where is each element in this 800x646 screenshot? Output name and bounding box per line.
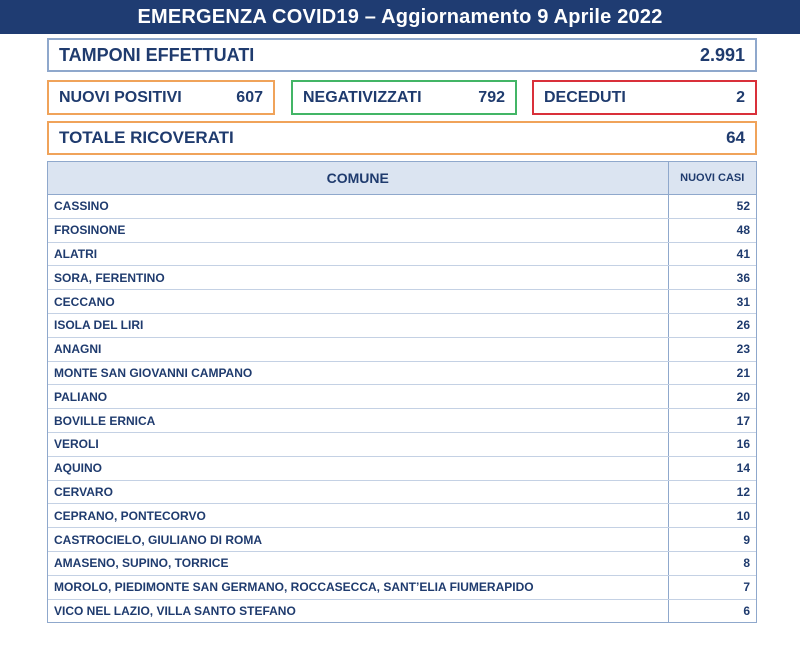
comune-cell: ISOLA DEL LIRI bbox=[48, 313, 668, 337]
table-row bbox=[48, 266, 756, 290]
table-row bbox=[48, 337, 756, 361]
negativizzati-label: NEGATIVIZZATI bbox=[303, 88, 422, 106]
comune-cell: CERVARO bbox=[48, 480, 668, 504]
nuovi-casi-cell: 10 bbox=[668, 504, 756, 528]
negativizzati-value: 792 bbox=[478, 88, 505, 106]
ricoverati-label: TOTALE RICOVERATI bbox=[59, 128, 234, 147]
comune-cell: ANAGNI bbox=[48, 337, 668, 361]
comune-cell: AQUINO bbox=[48, 456, 668, 480]
table-row bbox=[48, 313, 756, 337]
ricoverati-box bbox=[47, 121, 757, 155]
deceduti-value: 2 bbox=[736, 88, 745, 106]
table-row bbox=[48, 385, 756, 409]
column-header-nuovi-casi: NUOVI CASI bbox=[668, 162, 756, 195]
ricoverati-value: 64 bbox=[726, 128, 745, 147]
nuovi-casi-cell: 12 bbox=[668, 480, 756, 504]
table-row bbox=[48, 242, 756, 266]
nuovi-casi-cell: 21 bbox=[668, 361, 756, 385]
nuovi-casi-cell: 20 bbox=[668, 385, 756, 409]
comune-cell: VEROLI bbox=[48, 432, 668, 456]
column-header-comune: COMUNE bbox=[48, 162, 668, 195]
table-row bbox=[48, 575, 756, 599]
nuovi-casi-cell: 31 bbox=[668, 290, 756, 314]
table-row bbox=[48, 409, 756, 433]
table-row bbox=[48, 361, 756, 385]
positivi-label: NUOVI POSITIVI bbox=[59, 88, 182, 106]
nuovi-casi-cell: 48 bbox=[668, 218, 756, 242]
nuovi-casi-cell: 36 bbox=[668, 266, 756, 290]
table-row bbox=[48, 290, 756, 314]
table-row bbox=[48, 195, 756, 219]
nuovi-casi-cell: 7 bbox=[668, 575, 756, 599]
table-row bbox=[48, 599, 756, 622]
comune-cell: CEPRANO, PONTECORVO bbox=[48, 504, 668, 528]
table-row bbox=[48, 504, 756, 528]
deceduti-label: DECEDUTI bbox=[544, 88, 626, 106]
comune-cell: CECCANO bbox=[48, 290, 668, 314]
positivi-value: 607 bbox=[236, 88, 263, 106]
nuovi-casi-cell: 8 bbox=[668, 551, 756, 575]
page-title: EMERGENZA COVID19 – Aggiornamento 9 Aprile 2022 bbox=[137, 5, 663, 28]
comune-cell: CASSINO bbox=[48, 195, 668, 219]
nuovi-casi-cell: 23 bbox=[668, 337, 756, 361]
comune-cell: MOROLO, PIEDIMONTE SAN GERMANO, ROCCASECCA, SANT’ELIA FIUMERAPIDO bbox=[48, 575, 668, 599]
table-row bbox=[48, 480, 756, 504]
tamponi-label: TAMPONI EFFETTUATI bbox=[59, 44, 255, 65]
positivi-box bbox=[47, 80, 275, 115]
table-row bbox=[48, 528, 756, 552]
table-row bbox=[48, 432, 756, 456]
comune-cell: FROSINONE bbox=[48, 218, 668, 242]
nuovi-casi-cell: 14 bbox=[668, 456, 756, 480]
table-row bbox=[48, 456, 756, 480]
nuovi-casi-cell: 17 bbox=[668, 409, 756, 433]
tamponi-value: 2.991 bbox=[699, 44, 745, 65]
nuovi-casi-cell: 26 bbox=[668, 313, 756, 337]
tamponi-box bbox=[47, 38, 757, 72]
nuovi-casi-cell: 41 bbox=[668, 242, 756, 266]
negativizzati-box bbox=[291, 80, 517, 115]
nuovi-casi-cell: 16 bbox=[668, 432, 756, 456]
nuovi-casi-cell: 9 bbox=[668, 528, 756, 552]
comuni-table bbox=[47, 161, 757, 623]
comune-cell: AMASENO, SUPINO, TORRICE bbox=[48, 551, 668, 575]
table-row bbox=[48, 218, 756, 242]
table-row bbox=[48, 551, 756, 575]
comune-cell: CASTROCIELO, GIULIANO DI ROMA bbox=[48, 528, 668, 552]
comune-cell: VICO NEL LAZIO, VILLA SANTO STEFANO bbox=[54, 603, 296, 618]
comune-cell: SORA, FERENTINO bbox=[48, 266, 668, 290]
table-header-row bbox=[48, 162, 756, 195]
comune-cell: PALIANO bbox=[48, 385, 668, 409]
comune-cell: BOVILLE ERNICA bbox=[48, 409, 668, 433]
nuovi-casi-cell: 6 bbox=[668, 599, 756, 622]
nuovi-casi-cell: 52 bbox=[668, 195, 756, 219]
comune-cell: ALATRI bbox=[48, 242, 668, 266]
page-header bbox=[0, 0, 800, 34]
deceduti-box bbox=[532, 80, 757, 115]
comune-cell: MONTE SAN GIOVANNI CAMPANO bbox=[48, 361, 668, 385]
